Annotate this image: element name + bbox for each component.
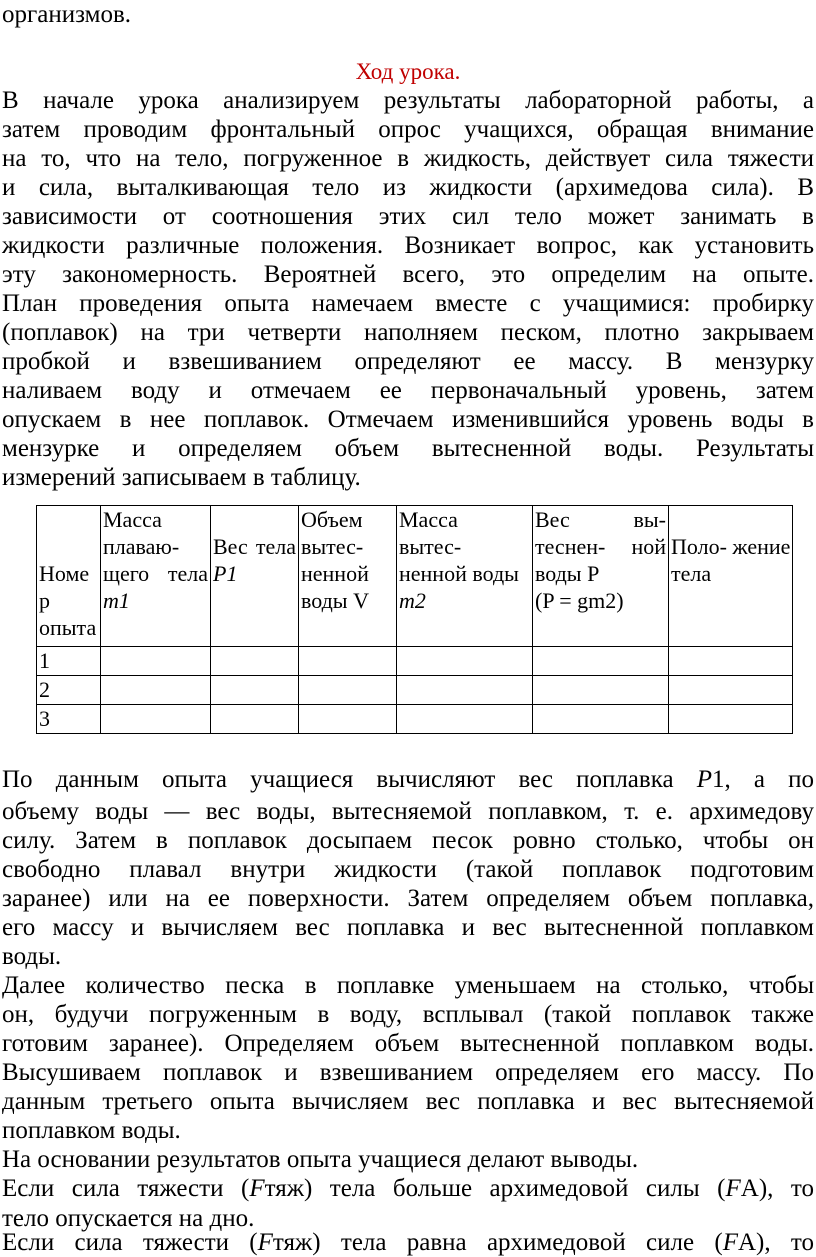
header-line: опыта: [39, 615, 97, 640]
header-line: Масса: [399, 507, 458, 532]
lesson-heading: Ход урока.: [355, 59, 461, 84]
header-line: m2: [399, 588, 426, 613]
subscript: A: [737, 1229, 757, 1256]
table-cell: [397, 705, 533, 734]
table-row: [37, 705, 793, 734]
header-line: P1: [213, 561, 238, 586]
text-fragment: , а по: [724, 766, 814, 793]
header-line: ненной: [301, 561, 369, 586]
header-line: воды P: [535, 561, 600, 586]
paragraph-line: пробкой и взвешиванием определяют ее массу. В мензурку: [2, 348, 814, 375]
paragraph-line: заранее) или на ее поверхности. Затем определяем объем поплавка,: [2, 885, 814, 912]
row-number: 3: [37, 705, 101, 734]
subscript: 1: [711, 766, 725, 793]
paragraph-line: мензурке и определяем объем вытесненной воды. Результаты: [2, 435, 814, 462]
conclusion-line: [2, 1174, 814, 1203]
header-line: Вес тела: [213, 534, 296, 559]
header-line: m1: [103, 588, 130, 613]
header-body-weight: [211, 506, 299, 647]
table-cell: [533, 647, 669, 676]
subscript: тяж: [272, 1229, 313, 1256]
paragraph-line: и сила, выталкивающая тело из жидкости (архимедова сила). В: [2, 174, 814, 201]
paragraph-line: поплавком воды.: [2, 1117, 181, 1144]
top-fragment: организмов.: [2, 1, 132, 28]
table-cell: [299, 647, 397, 676]
variable: P: [696, 766, 712, 793]
row-number: 2: [37, 676, 101, 705]
text-fragment: ) тела равна архимедовой силе (: [312, 1229, 723, 1256]
paragraph-line: (поплавок) на три четверти наполняем песком, плотно закрываем: [2, 319, 814, 346]
subscript: тяж: [264, 1175, 304, 1202]
paragraph-line: данным третьего опыта вычисляем вес поплавка и вес вытесняемой: [2, 1088, 814, 1115]
table-cell: [669, 647, 793, 676]
conclusion-intro: На основании результатов опыта учащиеся делают выводы.: [2, 1146, 639, 1173]
paragraph-line: воды.: [2, 943, 62, 970]
header-line: р: [39, 588, 50, 613]
table-cell: [211, 705, 299, 734]
table-row: [37, 647, 793, 676]
paragraph-line: объему воды — вес воды, вытесняемой поплавком, т. е. архимедову: [2, 798, 814, 825]
header-displaced-mass: [397, 506, 533, 647]
paragraph-line: силу. Затем в поплавок досыпаем песок ровно столько, чтобы он: [2, 827, 814, 854]
text-fragment: ), то: [756, 1229, 814, 1256]
header-line: Масса: [103, 507, 162, 532]
paragraph-line: он, будучи погруженным в воду, всплывал (такой поплавок также: [2, 1001, 814, 1028]
paragraph-line: затем проводим фронтальный опрос учащихся, обращая внимание: [2, 116, 814, 143]
conclusion-line: тело опускается на дно.: [2, 1205, 255, 1232]
table-cell: [669, 705, 793, 734]
paragraph-line: жидкости различные положения. Возникает вопрос, как установить: [2, 232, 814, 259]
paragraph-line: свободно плавал внутри жидкости (такой поплавок подготовим: [2, 856, 814, 883]
table-cell: [397, 647, 533, 676]
header-body-position: [669, 506, 793, 647]
header-line: плаваю-: [103, 534, 180, 559]
conclusion-line: [2, 1228, 814, 1257]
table-cell: [397, 676, 533, 705]
text-fragment: Если сила тяжести (: [2, 1175, 250, 1202]
subscript: A: [740, 1175, 759, 1202]
paragraph-line: В начале урока анализируем результаты лабораторной работы, а: [2, 87, 814, 114]
table-cell: [533, 676, 669, 705]
text-fragment: Если сила тяжести (: [2, 1229, 258, 1256]
header-line: ненной воды: [399, 561, 519, 586]
header-line: вытес-: [301, 534, 364, 559]
header-floating-mass: [101, 506, 211, 647]
header-displaced-weight: [533, 506, 669, 647]
paragraph-line: наливаем воду и отмечаем ее первоначальный уровень, затем: [2, 377, 814, 404]
table-cell: [299, 676, 397, 705]
header-line: Поло- жение: [671, 534, 791, 559]
table-cell: [299, 705, 397, 734]
paragraph-line: зависимости от соотношения этих сил тело может занимать в: [2, 203, 814, 230]
header-line: вытес-: [399, 534, 462, 559]
variable: F: [722, 1229, 738, 1256]
header-line: Объем: [301, 507, 363, 532]
paragraph-line: Высушиваем поплавок и взвешиванием определяем его массу. По: [2, 1059, 814, 1086]
table-cell: [101, 676, 211, 705]
paragraph-line: эту закономерность. Вероятней всего, это определим на опыте.: [2, 261, 814, 288]
header-line: Номе: [39, 561, 90, 586]
variable: F: [249, 1175, 265, 1202]
table-row: [37, 676, 793, 705]
variable: F: [725, 1175, 741, 1202]
header-line: щего тела: [103, 561, 208, 586]
header-experiment-number: [37, 506, 101, 647]
paragraph-line: Далее количество песка в поплавке уменьшаем на столько, чтобы: [2, 972, 814, 999]
header-displaced-volume: [299, 506, 397, 647]
paragraph-line: на то, что на тело, погруженное в жидкость, действует сила тяжести: [2, 145, 814, 172]
header-line: теснен- ной: [535, 534, 666, 559]
header-line: тела: [671, 561, 712, 586]
table-cell: [211, 647, 299, 676]
paragraph-line: его массу и вычисляем вес поплавка и вес вытесненной поплавком: [2, 914, 814, 941]
table-cell: [101, 647, 211, 676]
header-line: воды V: [301, 588, 369, 613]
text-fragment: ), то: [758, 1175, 815, 1202]
table-cell: [669, 676, 793, 705]
paragraph-line: готовим заранее). Определяем объем вытесненной поплавком воды.: [2, 1030, 814, 1057]
paragraph-line: [2, 765, 814, 794]
header-line: Вес вы-: [535, 507, 666, 532]
paragraph-line: измерений записываем в таблицу.: [2, 464, 361, 491]
table-cell: [533, 705, 669, 734]
table-cell: [101, 705, 211, 734]
text-fragment: ) тела больше архимедовой силы (: [303, 1175, 726, 1202]
paragraph-line: опускаем в нее поплавок. Отмечаем изменившийся уровень воды в: [2, 406, 814, 433]
table-cell: [211, 676, 299, 705]
text-fragment: По данным опыта учащиеся вычисляют вес поплавка: [2, 766, 674, 793]
measurements-table: [36, 505, 793, 734]
table-header-row: [37, 506, 793, 647]
variable: F: [257, 1229, 273, 1256]
paragraph-line: План проведения опыта намечаем вместе с учащимися: пробирку: [2, 290, 814, 317]
header-line: (P = gm2): [535, 588, 624, 613]
row-number: 1: [37, 647, 101, 676]
